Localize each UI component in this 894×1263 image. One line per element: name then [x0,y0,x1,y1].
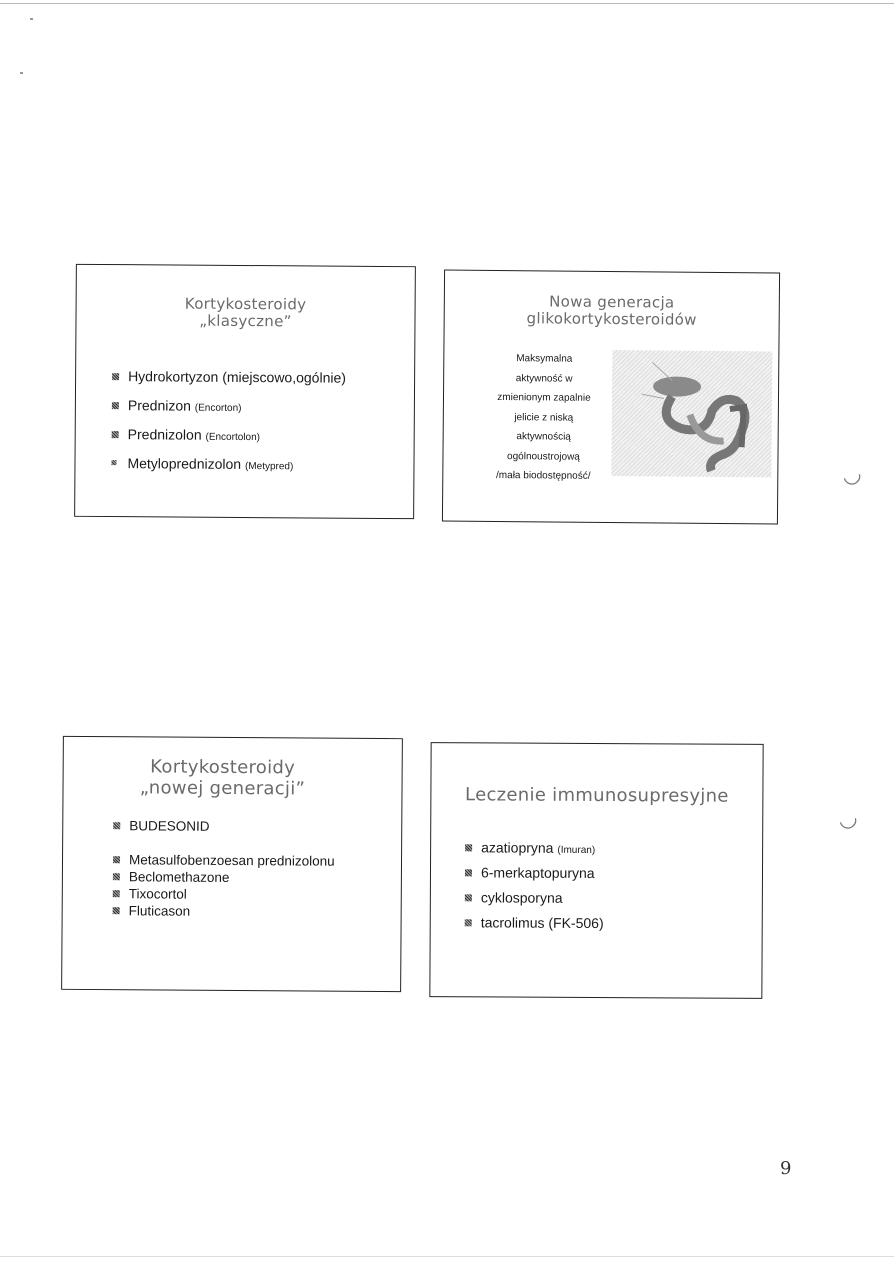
slide-new-generation-corticosteroids [61,736,403,992]
item-text: Prednizon [127,397,195,414]
bullet-list [111,368,346,473]
list-item [112,426,346,444]
page-number: 9 [780,1158,792,1179]
text-line: aktywność w [515,372,573,385]
item-text: BUDESONID [129,818,210,834]
item-text: Metyloprednizolon [127,455,246,473]
punch-hole-mark: ◡ [838,459,864,490]
bullet-icon [465,894,472,901]
item-note: (Imuran) [557,844,596,856]
slide-title: Leczenie immunosupresyjne [465,784,729,807]
scan-speck [30,18,33,20]
list-item [113,817,335,836]
item-text: cyklosporyna [480,889,563,906]
bullet-icon [113,907,120,914]
list-item [113,851,335,870]
item-text: Beclomethazone [128,869,230,885]
item-text: Metasulfobenzoesan prednizolonu [128,852,335,869]
list-item [112,368,346,386]
list-item [113,868,335,887]
bullet-icon [465,919,472,926]
bullet-icon [465,869,472,876]
bullet-list [113,817,335,921]
slide-title-line: Kortykosteroidy [184,294,307,314]
bullet-list [465,839,604,931]
bullet-icon [112,431,119,438]
bullet-icon [113,873,120,880]
slide-title-line: Kortykosteroidy [150,756,296,779]
item-text: Tixocortol [128,886,187,902]
text-line: aktywnością [516,431,571,443]
text-line: Maksymalna [516,353,573,365]
item-note: (Encortolon) [205,431,261,444]
bullet-icon [112,402,119,409]
slide-classic-corticosteroids [74,264,416,519]
item-text: tacrolimus (FK-506) [480,914,604,932]
text-line: /mała biodostępność/ [495,470,591,482]
slide-title-line: „nowej generacji” [139,777,306,800]
item-note: (Metypred) [244,461,294,473]
list-item [113,885,335,904]
scan-top-edge-line [0,3,894,4]
slide-title [76,295,414,332]
bullet-icon [113,890,120,897]
bullet-icon [465,844,472,851]
list-item [465,914,604,931]
item-text: Hydrokortyzon (miejscowo,ogólnie) [128,368,347,386]
list-item [465,839,604,856]
bullet-icon [113,856,120,863]
text-line: jelicie z niską [514,411,574,424]
slide-title [43,757,401,801]
slide-title-line: glikokortykosteroidów [526,309,697,329]
slide-title-line: Nowa generacja [549,292,675,312]
list-item [465,889,604,906]
scan-bottom-edge-line [0,1256,894,1257]
bullet-icon [113,822,120,829]
item-text: 6-merkaptopuryna [480,864,595,881]
bullet-icon [112,373,119,380]
intestine-diagram-image [611,350,772,477]
scan-speck [20,72,23,74]
text-line: ogólnoustrojową [507,450,580,463]
list-item [113,902,335,921]
intestine-illustration [611,350,772,477]
item-note: (Encorton) [194,402,242,414]
slide-title-line: „klasyczne” [199,311,292,331]
list-item [465,864,604,881]
slide-immunosuppressive-treatment [429,742,763,999]
text-line: zmienionym zapalnie [497,392,591,404]
slide-new-generation-glucocorticoids [442,270,780,525]
item-text: Fluticason [128,903,191,919]
slide-title [445,293,779,330]
item-text: azatiopryna [481,839,558,856]
list-item [112,397,346,415]
bullet-icon [111,460,116,465]
punch-hole-mark: ◡ [834,803,860,834]
item-text: Prednizolon [127,426,206,443]
slide-text-block [473,349,614,487]
list-item [111,455,345,473]
